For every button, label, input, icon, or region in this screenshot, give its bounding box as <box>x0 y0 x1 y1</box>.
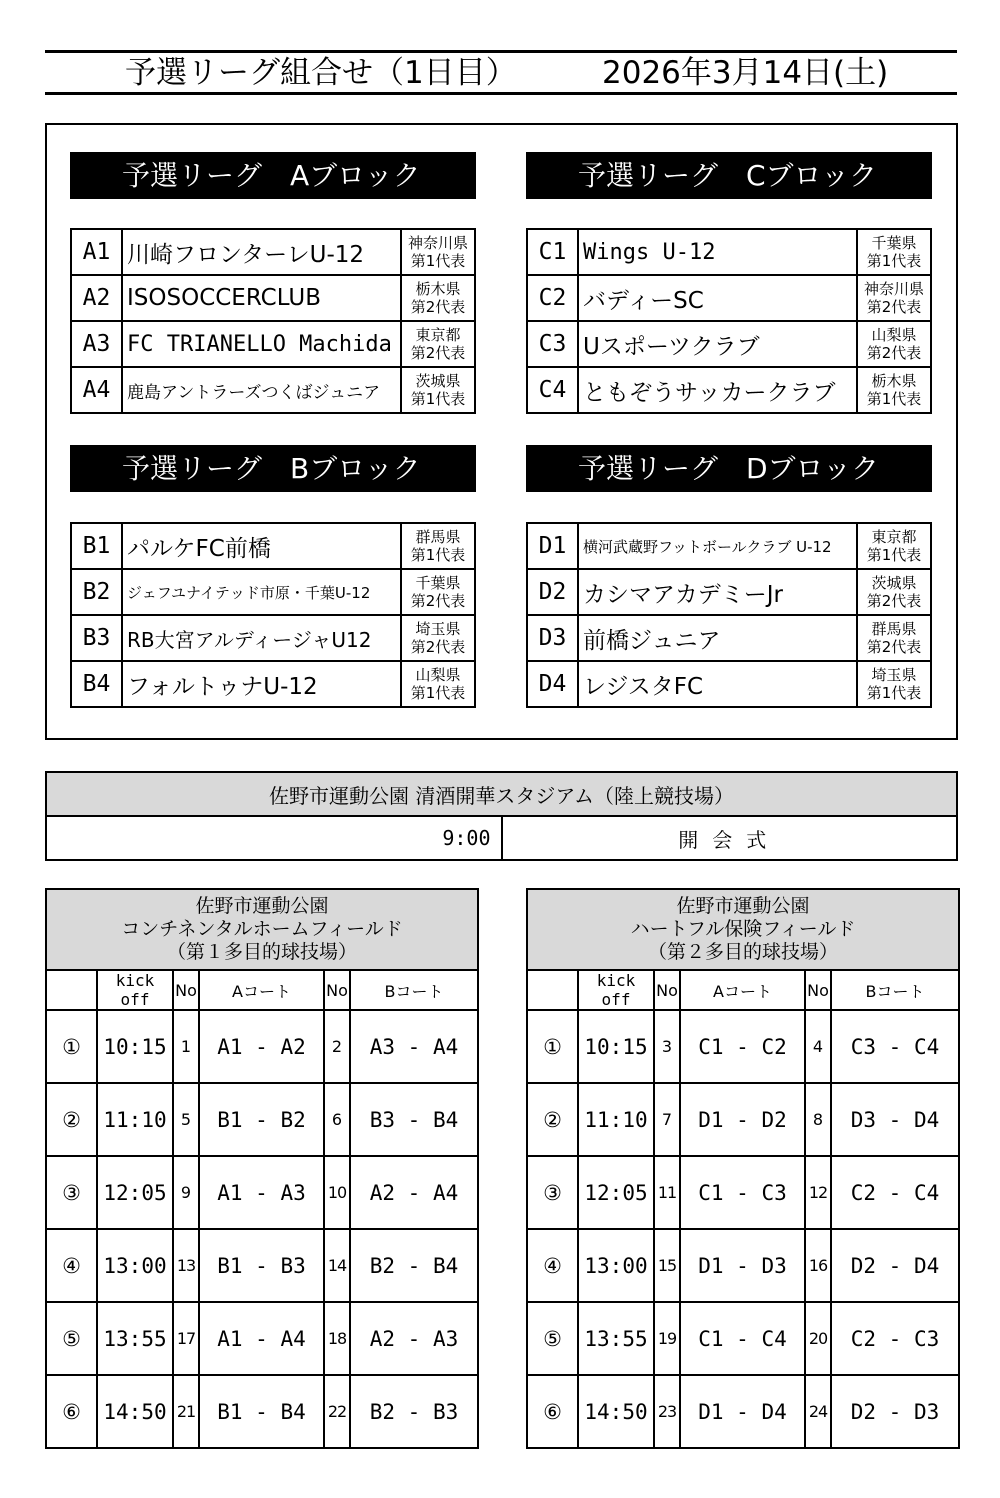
team-name: FC TRIANELLO Machida <box>122 321 401 367</box>
field-venue-line: 佐野市運動公園 <box>676 895 810 917</box>
team-row <box>71 523 475 569</box>
match-row <box>527 1375 959 1448</box>
group-d-table <box>526 522 932 708</box>
match-row <box>46 1375 478 1448</box>
team-name: ともぞうサッカークラブ <box>578 367 857 413</box>
match-number: 13 <box>173 1229 199 1302</box>
team-prefecture: 山梨県 <box>871 326 917 344</box>
court-a-match: C1 - C2 <box>680 1010 805 1083</box>
match-number: 19 <box>654 1302 680 1375</box>
match-row <box>46 1156 478 1229</box>
team-qualification <box>401 615 475 661</box>
team-id: B1 <box>71 523 122 569</box>
team-prefecture: 群馬県 <box>415 528 461 546</box>
team-id: B4 <box>71 661 122 707</box>
court-a-match: A1 - A2 <box>199 1010 324 1083</box>
court-b-match: B3 - B4 <box>350 1083 478 1156</box>
round-number: ⑤ <box>46 1302 97 1375</box>
court-a-match: B1 - B3 <box>199 1229 324 1302</box>
team-rank: 第1代表 <box>410 252 466 270</box>
team-row <box>527 229 931 275</box>
match-number: 23 <box>654 1375 680 1448</box>
match-row <box>46 1010 478 1083</box>
team-name: 鹿島アントラーズつくばジュニア <box>122 367 401 413</box>
group-a-banner: 予選リーグ Aブロック <box>70 152 476 199</box>
team-name: ISOSOCCERCLUB <box>122 275 401 321</box>
match-row <box>527 1083 959 1156</box>
team-qualification <box>401 229 475 275</box>
team-qualification <box>401 661 475 707</box>
court-b-match: D3 - D4 <box>831 1083 959 1156</box>
ceremony-time: 9:00 <box>46 816 502 860</box>
court-a-match: A1 - A3 <box>199 1156 324 1229</box>
team-prefecture: 茨城県 <box>415 372 461 390</box>
ceremony-label: 開会式 <box>502 816 958 860</box>
team-qualification <box>401 569 475 615</box>
team-qualification <box>857 229 931 275</box>
court-b-match: B2 - B3 <box>350 1375 478 1448</box>
round-number: ⑤ <box>527 1302 578 1375</box>
team-rank: 第2代表 <box>410 298 466 316</box>
team-id: C1 <box>527 229 578 275</box>
team-row <box>527 367 931 413</box>
court-b-match: C2 - C3 <box>831 1302 959 1375</box>
team-name: カシマアカデミーJr <box>578 569 857 615</box>
team-rank: 第2代表 <box>410 592 466 610</box>
kickoff-time: 13:00 <box>97 1229 173 1302</box>
field-venue-line: （第１多目的球技場） <box>166 941 357 963</box>
kickoff-time: 12:05 <box>97 1156 173 1229</box>
court-a-match: D1 - D4 <box>680 1375 805 1448</box>
team-name: Uスポーツクラブ <box>578 321 857 367</box>
team-prefecture: 埼玉県 <box>415 620 461 638</box>
header-rule-bottom <box>45 92 957 95</box>
team-prefecture: 山梨県 <box>415 666 461 684</box>
team-prefecture: 東京都 <box>415 326 461 344</box>
court-b-header: Bコート <box>350 970 478 1010</box>
match-number: 5 <box>173 1083 199 1156</box>
round-header <box>46 970 97 1010</box>
match-row <box>46 1083 478 1156</box>
match-number: 1 <box>173 1010 199 1083</box>
court-b-match: B2 - B4 <box>350 1229 478 1302</box>
match-number: 6 <box>324 1083 350 1156</box>
team-row <box>71 569 475 615</box>
kickoff-header: kick off <box>97 970 173 1010</box>
group-a-table <box>70 228 476 414</box>
team-qualification <box>401 367 475 413</box>
match-number: 4 <box>805 1010 831 1083</box>
court-a-match: A1 - A4 <box>199 1302 324 1375</box>
team-id: B2 <box>71 569 122 615</box>
kickoff-time: 11:10 <box>578 1083 654 1156</box>
match-number: 21 <box>173 1375 199 1448</box>
team-rank: 第2代表 <box>410 344 466 362</box>
team-qualification <box>857 615 931 661</box>
team-rank: 第2代表 <box>866 592 922 610</box>
court-a-header: Aコート <box>680 970 805 1010</box>
team-prefecture: 神奈川県 <box>863 280 924 298</box>
kickoff-time: 10:15 <box>578 1010 654 1083</box>
no-header: No <box>173 970 199 1010</box>
team-prefecture: 栃木県 <box>415 280 461 298</box>
round-number: ① <box>46 1010 97 1083</box>
team-rank: 第2代表 <box>866 298 922 316</box>
team-qualification <box>857 275 931 321</box>
match-number: 18 <box>324 1302 350 1375</box>
court-b-match: D2 - D4 <box>831 1229 959 1302</box>
team-id: A2 <box>71 275 122 321</box>
match-number: 16 <box>805 1229 831 1302</box>
team-name: パルケFC前橋 <box>122 523 401 569</box>
team-qualification <box>857 569 931 615</box>
team-name: 横河武蔵野フットボールクラブ U-12 <box>578 523 857 569</box>
court-a-match: D1 - D3 <box>680 1229 805 1302</box>
team-rank: 第1代表 <box>866 546 922 564</box>
field-venue-line: ハートフル保険フィールド <box>630 918 856 940</box>
team-row <box>527 615 931 661</box>
court-b-match: A3 - A4 <box>350 1010 478 1083</box>
team-prefecture: 栃木県 <box>871 372 917 390</box>
team-id: D1 <box>527 523 578 569</box>
no-header: No <box>654 970 680 1010</box>
match-row <box>46 1302 478 1375</box>
team-qualification <box>401 275 475 321</box>
field-1-schedule <box>45 888 479 1449</box>
match-number: 2 <box>324 1010 350 1083</box>
match-row <box>527 1156 959 1229</box>
court-a-match: B1 - B4 <box>199 1375 324 1448</box>
court-b-match: A2 - A3 <box>350 1302 478 1375</box>
kickoff-time: 13:55 <box>97 1302 173 1375</box>
team-id: D3 <box>527 615 578 661</box>
team-id: A1 <box>71 229 122 275</box>
kickoff-time: 13:55 <box>578 1302 654 1375</box>
opening-ceremony-table <box>45 771 958 861</box>
team-prefecture: 群馬県 <box>871 620 917 638</box>
no-header: No <box>324 970 350 1010</box>
team-row <box>527 661 931 707</box>
team-row <box>71 275 475 321</box>
team-qualification <box>857 523 931 569</box>
kickoff-header: kick off <box>578 970 654 1010</box>
team-prefecture: 埼玉県 <box>871 666 917 684</box>
team-prefecture: 茨城県 <box>871 574 917 592</box>
team-rank: 第1代表 <box>410 390 466 408</box>
team-row <box>71 229 475 275</box>
match-number: 11 <box>654 1156 680 1229</box>
team-row <box>527 523 931 569</box>
page-title: 予選リーグ組合せ（1日目） <box>125 55 517 91</box>
group-c-banner: 予選リーグ Cブロック <box>526 152 932 199</box>
kickoff-time: 13:00 <box>578 1229 654 1302</box>
match-row <box>527 1229 959 1302</box>
court-b-match: C2 - C4 <box>831 1156 959 1229</box>
field-venue-line: 佐野市運動公園 <box>195 895 329 917</box>
header-rule-top <box>45 50 957 53</box>
group-b-table <box>70 522 476 708</box>
court-b-match: D2 - D3 <box>831 1375 959 1448</box>
court-a-match: C1 - C4 <box>680 1302 805 1375</box>
group-d-banner: 予選リーグ Dブロック <box>526 445 932 492</box>
match-number: 24 <box>805 1375 831 1448</box>
match-number: 10 <box>324 1156 350 1229</box>
team-rank: 第1代表 <box>866 252 922 270</box>
team-rank: 第1代表 <box>410 684 466 702</box>
match-number: 7 <box>654 1083 680 1156</box>
court-b-match: A2 - A4 <box>350 1156 478 1229</box>
team-rank: 第1代表 <box>866 390 922 408</box>
kickoff-time: 11:10 <box>97 1083 173 1156</box>
no-header: No <box>805 970 831 1010</box>
match-number: 14 <box>324 1229 350 1302</box>
team-rank: 第2代表 <box>410 638 466 656</box>
team-id: D4 <box>527 661 578 707</box>
team-prefecture: 東京都 <box>871 528 917 546</box>
team-name: フォルトゥナU-12 <box>122 661 401 707</box>
court-b-match: C3 - C4 <box>831 1010 959 1083</box>
team-name: RB大宮アルディージャU12 <box>122 615 401 661</box>
team-row <box>527 569 931 615</box>
round-number: ④ <box>46 1229 97 1302</box>
event-date: 2026年3月14日(土) <box>602 55 889 91</box>
match-number: 9 <box>173 1156 199 1229</box>
kickoff-time: 14:50 <box>578 1375 654 1448</box>
team-qualification <box>857 367 931 413</box>
team-qualification <box>401 321 475 367</box>
round-number: ⑥ <box>527 1375 578 1448</box>
round-number: ⑥ <box>46 1375 97 1448</box>
round-number: ③ <box>527 1156 578 1229</box>
match-number: 22 <box>324 1375 350 1448</box>
team-prefecture: 千葉県 <box>871 234 917 252</box>
team-id: A3 <box>71 321 122 367</box>
team-id: D2 <box>527 569 578 615</box>
court-a-header: Aコート <box>199 970 324 1010</box>
team-row <box>71 321 475 367</box>
kickoff-time: 12:05 <box>578 1156 654 1229</box>
team-row <box>527 321 931 367</box>
match-number: 17 <box>173 1302 199 1375</box>
team-id: B3 <box>71 615 122 661</box>
court-b-header: Bコート <box>831 970 959 1010</box>
match-number: 8 <box>805 1083 831 1156</box>
match-row <box>46 1229 478 1302</box>
match-number: 20 <box>805 1302 831 1375</box>
team-id: C4 <box>527 367 578 413</box>
team-prefecture: 神奈川県 <box>407 234 468 252</box>
match-row <box>527 1010 959 1083</box>
team-qualification <box>857 661 931 707</box>
team-rank: 第1代表 <box>410 546 466 564</box>
round-number: ② <box>46 1083 97 1156</box>
round-number: ④ <box>527 1229 578 1302</box>
team-rank: 第2代表 <box>866 638 922 656</box>
team-id: A4 <box>71 367 122 413</box>
court-a-match: D1 - D2 <box>680 1083 805 1156</box>
court-a-match: B1 - B2 <box>199 1083 324 1156</box>
team-name: バディーSC <box>578 275 857 321</box>
team-row <box>527 275 931 321</box>
round-number: ② <box>527 1083 578 1156</box>
team-row <box>71 615 475 661</box>
round-number: ③ <box>46 1156 97 1229</box>
team-id: C2 <box>527 275 578 321</box>
field-name <box>527 889 959 970</box>
court-a-match: C1 - C3 <box>680 1156 805 1229</box>
team-row <box>71 661 475 707</box>
team-row <box>71 367 475 413</box>
team-qualification <box>401 523 475 569</box>
group-c-table <box>526 228 932 414</box>
team-name: 川崎フロンターレU-12 <box>122 229 401 275</box>
team-rank: 第1代表 <box>866 684 922 702</box>
field-venue-line: コンチネンタルホームフィールド <box>121 918 403 940</box>
team-name: Wings U-12 <box>578 229 857 275</box>
field-2-schedule <box>526 888 960 1449</box>
team-qualification <box>857 321 931 367</box>
team-name: レジスタFC <box>578 661 857 707</box>
match-number: 15 <box>654 1229 680 1302</box>
round-header <box>527 970 578 1010</box>
team-name: ジェフユナイテッド市原・千葉U-12 <box>122 569 401 615</box>
team-rank: 第2代表 <box>866 344 922 362</box>
kickoff-time: 10:15 <box>97 1010 173 1083</box>
round-number: ① <box>527 1010 578 1083</box>
match-row <box>527 1302 959 1375</box>
group-b-banner: 予選リーグ Bブロック <box>70 445 476 492</box>
team-id: C3 <box>527 321 578 367</box>
kickoff-time: 14:50 <box>97 1375 173 1448</box>
match-number: 12 <box>805 1156 831 1229</box>
team-name: 前橋ジュニア <box>578 615 857 661</box>
field-name <box>46 889 478 970</box>
stadium-name: 佐野市運動公園 清酒開華スタジアム（陸上競技場） <box>46 772 957 816</box>
field-venue-line: （第２多目的球技場） <box>647 941 838 963</box>
match-number: 3 <box>654 1010 680 1083</box>
team-prefecture: 千葉県 <box>415 574 461 592</box>
